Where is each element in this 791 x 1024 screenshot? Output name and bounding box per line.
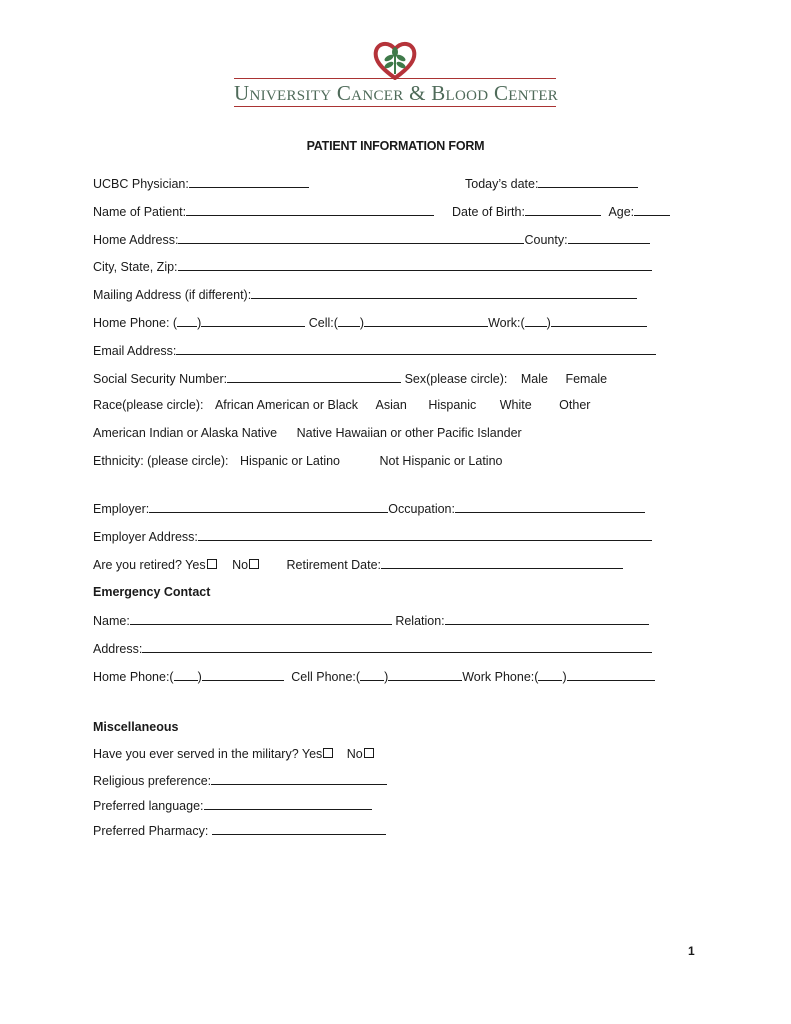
todays-date-field[interactable] <box>538 175 638 188</box>
ssn-row <box>93 370 607 387</box>
home-address-row <box>93 231 650 248</box>
logo-bottom-rule <box>234 106 556 107</box>
work-area-field[interactable] <box>525 314 547 327</box>
race-option[interactable]: White <box>499 398 532 412</box>
emergency-work-area-field[interactable] <box>538 668 562 681</box>
form-title: PATIENT INFORMATION FORM <box>306 139 485 153</box>
emergency-home-phone-label: Home Phone:( <box>93 670 174 684</box>
ethnicity-option[interactable]: Not Hispanic or Latino <box>379 454 503 468</box>
pharmacy-row <box>93 822 386 839</box>
home-address-field[interactable] <box>178 231 524 244</box>
paren-close: ) <box>197 316 202 330</box>
ssn-label: Social Security Number: <box>93 372 228 386</box>
physician-label: UCBC Physician: <box>93 177 189 191</box>
page-number: 1 <box>688 944 695 958</box>
emergency-home-area-field[interactable] <box>174 668 198 681</box>
pharmacy-field[interactable] <box>212 822 386 835</box>
emergency-name-field[interactable] <box>130 612 392 625</box>
age-field[interactable] <box>634 203 670 216</box>
work-label: Work:( <box>488 316 525 330</box>
county-field[interactable] <box>568 231 650 244</box>
cell-area-field[interactable] <box>338 314 360 327</box>
relation-label: Relation: <box>395 614 445 628</box>
retired-yes-checkbox[interactable] <box>207 559 217 569</box>
paren-close: ) <box>359 316 365 330</box>
retired-no-checkbox[interactable] <box>249 559 259 569</box>
military-row <box>93 746 374 762</box>
emergency-address-label: Address: <box>93 642 143 656</box>
ethnicity-option[interactable]: Hispanic or Latino <box>239 454 341 468</box>
religious-label: Religious preference: <box>93 774 212 788</box>
age-label: Age: <box>608 205 635 219</box>
paren-close: ) <box>384 670 389 684</box>
patient-name-field[interactable] <box>186 203 434 216</box>
race-option[interactable]: Native Hawaiian or other Pacific Islander <box>296 426 522 440</box>
cell-phone-field[interactable] <box>364 314 488 327</box>
retirement-date-label: Retirement Date: <box>286 558 382 572</box>
retirement-date-field[interactable] <box>381 556 623 569</box>
city-state-zip-label: City, State, Zip: <box>93 260 178 274</box>
physician-field[interactable] <box>189 175 309 188</box>
pharmacy-label: Preferred Pharmacy: <box>93 824 209 838</box>
city-state-zip-field[interactable] <box>178 258 652 271</box>
race-row-2 <box>93 425 522 441</box>
race-option[interactable]: Hispanic <box>428 398 477 412</box>
race-option[interactable]: American Indian or Alaska Native <box>93 426 278 440</box>
sex-female-option[interactable]: Female <box>565 372 608 386</box>
mailing-address-field[interactable] <box>251 286 637 299</box>
emergency-work-phone-field[interactable] <box>567 668 655 681</box>
ethnicity-row <box>93 453 502 469</box>
sex-label: Sex(please circle): <box>404 372 508 386</box>
emergency-heading: Emergency Contact <box>93 585 211 599</box>
employer-row <box>93 500 645 517</box>
employer-address-row <box>93 528 652 545</box>
emergency-phone-row <box>93 668 655 685</box>
mailing-address-label: Mailing Address (if different): <box>93 288 252 302</box>
emergency-name-label: Name: <box>93 614 130 628</box>
paren-close: ) <box>197 670 202 684</box>
emergency-address-row <box>93 640 652 657</box>
employer-field[interactable] <box>149 500 388 513</box>
misc-heading: Miscellaneous <box>93 720 179 734</box>
cell-label: Cell:( <box>308 316 338 330</box>
paren-close: ) <box>562 670 567 684</box>
retired-no-label: No <box>232 558 249 572</box>
todays-date-label: Today’s date: <box>465 177 539 191</box>
emergency-home-phone-field[interactable] <box>202 668 284 681</box>
home-phone-label: Home Phone: ( <box>93 316 178 330</box>
work-phone-field[interactable] <box>551 314 647 327</box>
heart-leaf-icon <box>373 40 417 80</box>
phone-row <box>93 314 647 331</box>
city-row <box>93 258 652 275</box>
race-row <box>93 397 590 413</box>
sex-male-option[interactable]: Male <box>520 372 548 386</box>
military-label: Have you ever served in the military? Yes <box>93 747 323 761</box>
ethnicity-label: Ethnicity: (please circle): <box>93 454 229 468</box>
race-label: Race(please circle): <box>93 398 204 412</box>
home-phone-area-field[interactable] <box>177 314 197 327</box>
email-field[interactable] <box>176 342 656 355</box>
emergency-address-field[interactable] <box>142 640 652 653</box>
email-label: Email Address: <box>93 344 177 358</box>
dob-row <box>452 203 670 220</box>
occupation-label: Occupation: <box>388 502 455 516</box>
dob-label: Date of Birth: <box>452 205 525 219</box>
military-yes-checkbox[interactable] <box>323 748 333 758</box>
county-label: County: <box>524 233 568 247</box>
paren-close: ) <box>546 316 551 330</box>
language-field[interactable] <box>204 797 372 810</box>
emergency-name-row <box>93 612 649 629</box>
employer-label: Employer: <box>93 502 150 516</box>
logo-top-rule <box>234 78 556 79</box>
employer-address-field[interactable] <box>198 528 652 541</box>
employer-address-label: Employer Address: <box>93 530 198 544</box>
mailing-row <box>93 286 637 303</box>
relation-field[interactable] <box>445 612 649 625</box>
retired-row <box>93 556 623 573</box>
military-no-label: No <box>346 747 363 761</box>
occupation-field[interactable] <box>455 500 645 513</box>
physician-row <box>93 175 309 192</box>
religious-row <box>93 772 387 789</box>
language-row <box>93 797 372 814</box>
language-label: Preferred language: <box>93 799 204 813</box>
emergency-cell-phone-label: Cell Phone:( <box>291 670 361 684</box>
military-no-checkbox[interactable] <box>364 748 374 758</box>
race-option[interactable]: Asian <box>375 398 407 412</box>
home-address-label: Home Address: <box>93 233 179 247</box>
religious-field[interactable] <box>211 772 387 785</box>
race-option[interactable]: Other <box>559 398 591 412</box>
ucbc-logo <box>234 40 559 110</box>
patient-name-label: Name of Patient: <box>93 205 187 219</box>
logo-org-name: University Cancer & Blood Center <box>234 81 559 105</box>
emergency-work-phone-label: Work Phone:( <box>462 670 539 684</box>
retired-label: Are you retired? Yes <box>93 558 206 572</box>
emergency-cell-area-field[interactable] <box>360 668 384 681</box>
email-row <box>93 342 656 359</box>
emergency-cell-phone-field[interactable] <box>388 668 462 681</box>
patient-name-row <box>93 203 434 220</box>
ssn-field[interactable] <box>227 370 401 383</box>
race-option[interactable]: African American or Black <box>214 398 359 412</box>
home-phone-field[interactable] <box>201 314 305 327</box>
dob-field[interactable] <box>525 203 601 216</box>
todays-date-row <box>465 175 638 192</box>
